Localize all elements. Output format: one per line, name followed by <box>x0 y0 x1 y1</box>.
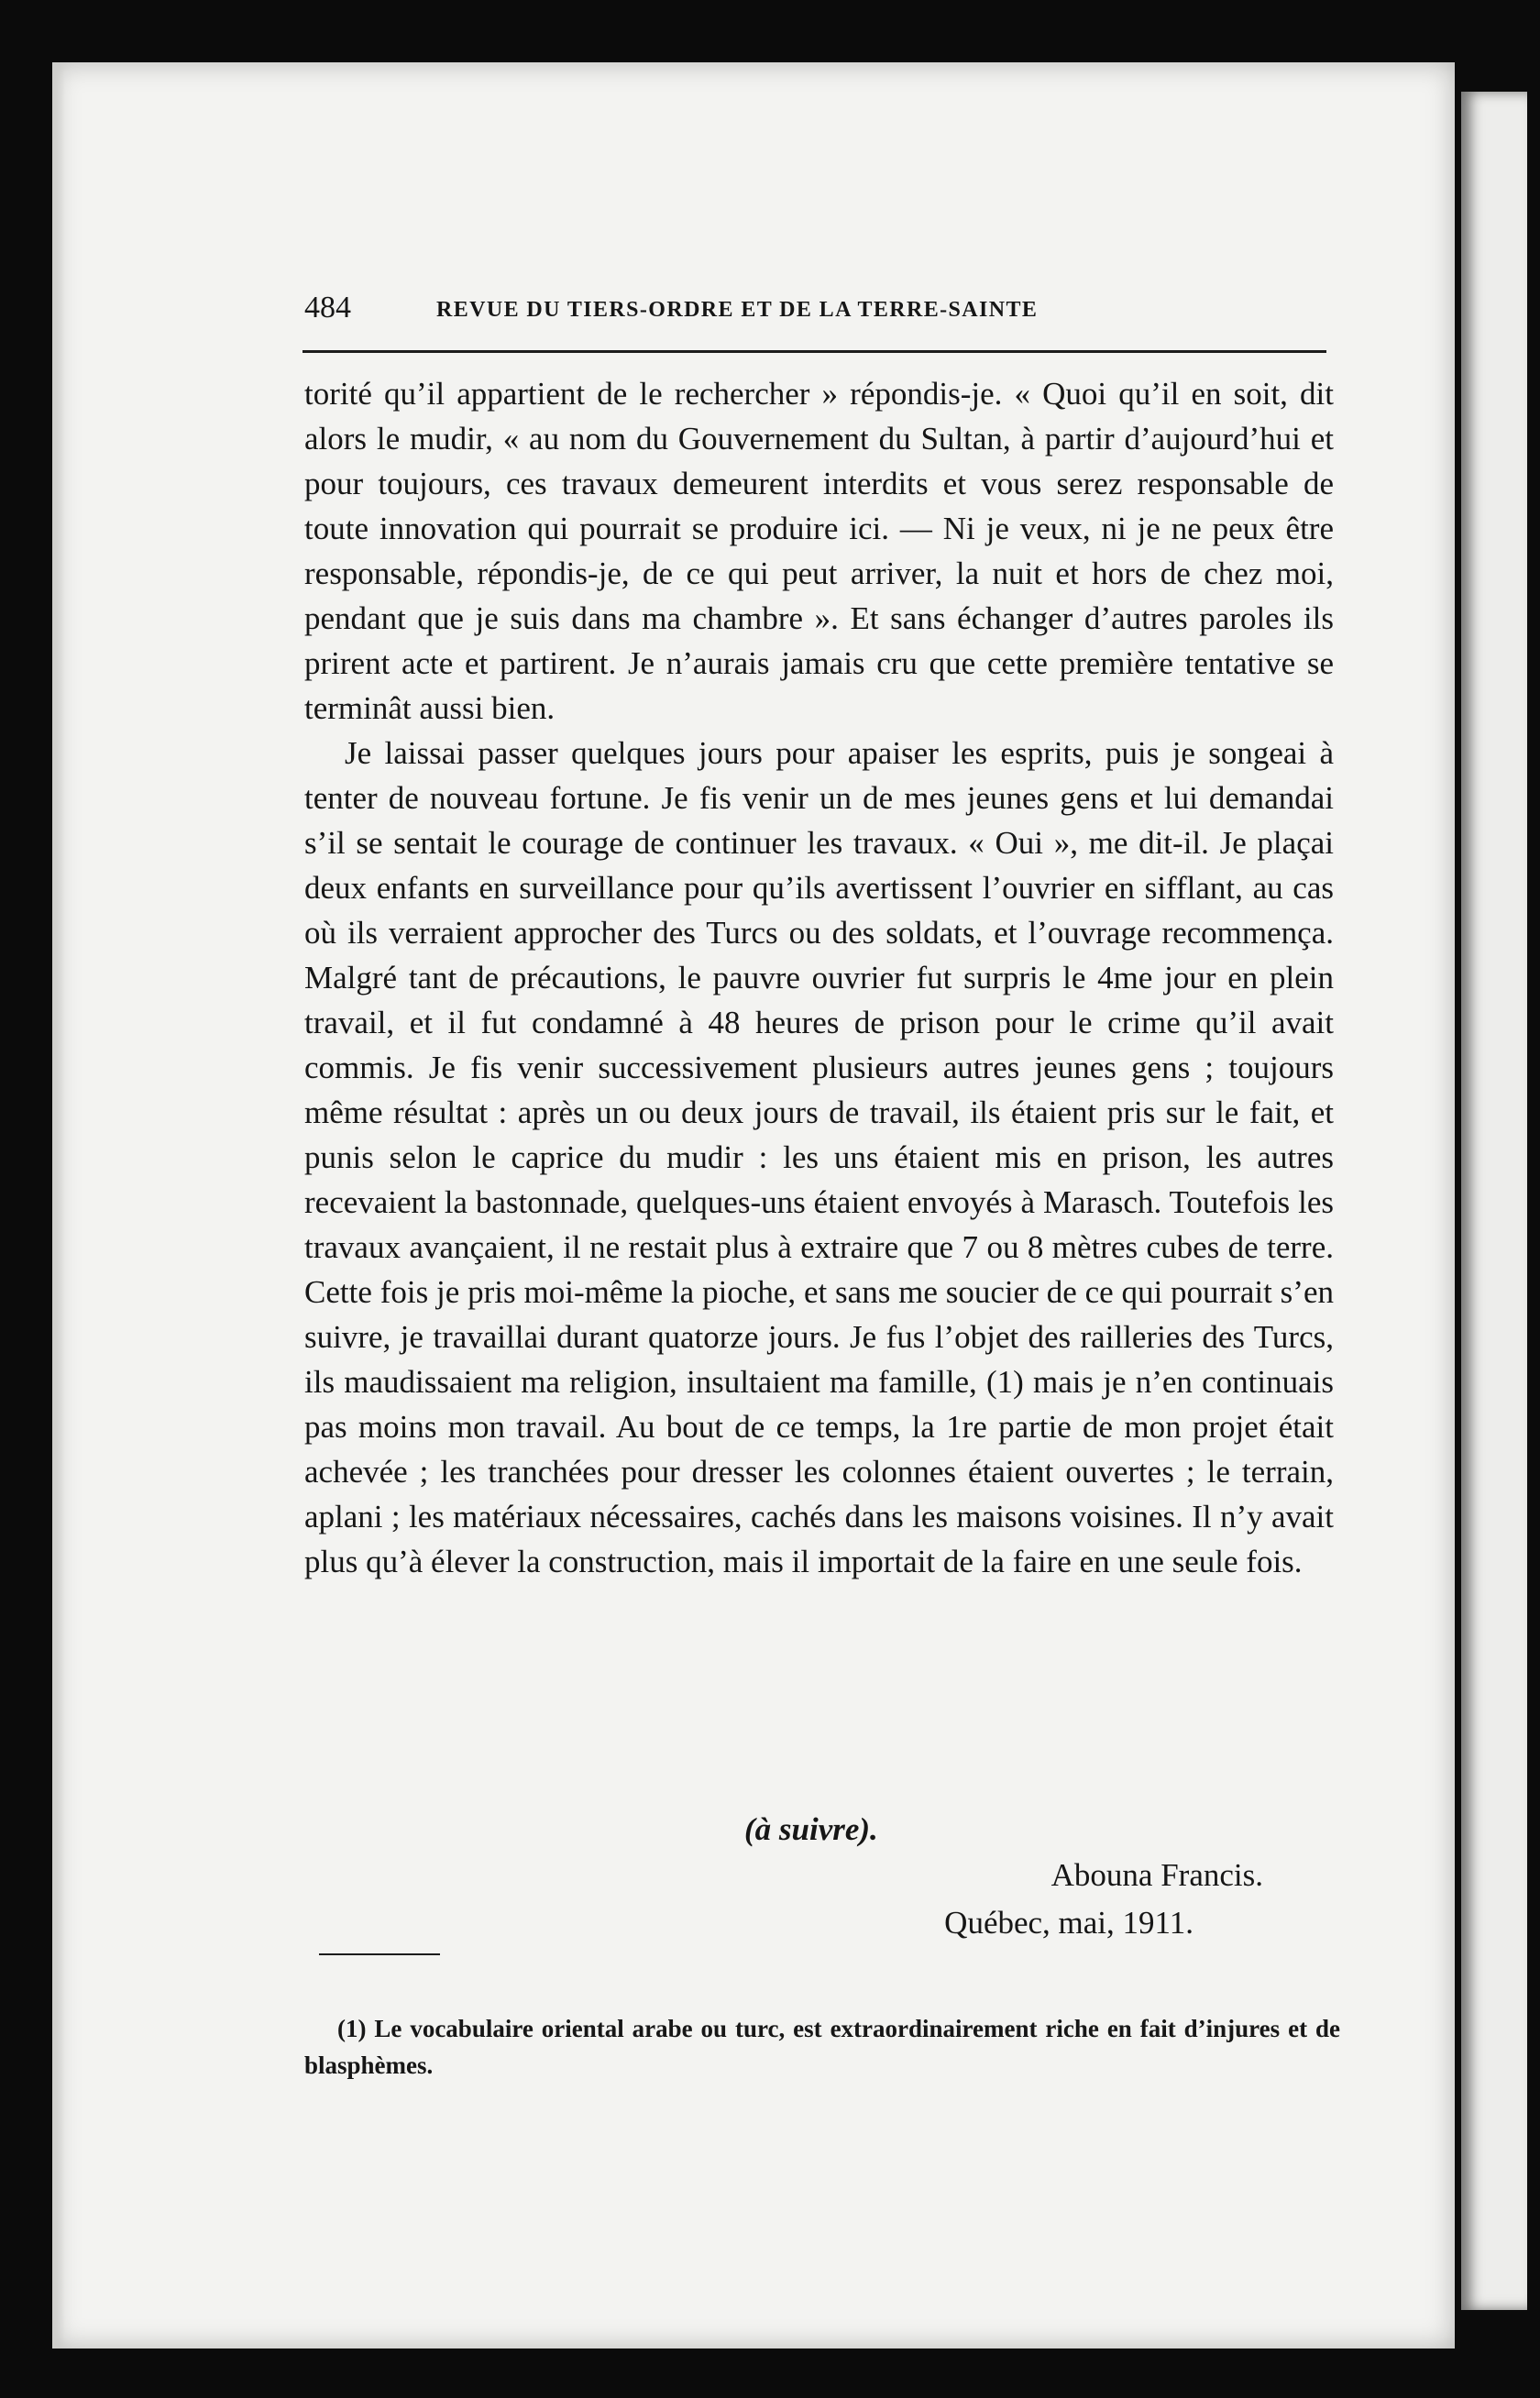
header-rule <box>302 350 1326 353</box>
continuation-note: (à suivre). <box>744 1811 878 1847</box>
footnote-rule <box>319 1953 440 1955</box>
signature-name: Abouna Francis. <box>1050 1857 1263 1893</box>
running-head <box>304 290 1326 336</box>
paragraph-1: torité qu’il appartient de le rechercher » répondis-je. « Quoi qu’il en soit, dit alors le mudir, « au nom du Gouvernement du Sultan, à partir d’aujourd’hui et pour toujours, ces travaux demeurent interdits et vous serez responsable de toute innovation qui pourrait se produire ici. — Ni je veux, ni je ne peux être responsable, répondis-je, de ce qui peut arriver, la nuit et hors de chez moi, pendant que je suis dans ma chambre ». Et sans échanger d’autres paroles ils prirent acte et partirent. Je n’aurais jamais cru que cette première tentative se terminât aussi bien. <box>304 376 1334 726</box>
page-number: 484 <box>304 291 351 324</box>
footnote: (1) Le vocabulaire oriental arabe ou turc, est extraordinairement riche en fait d’injures et de blasphèmes. <box>304 2015 1340 2079</box>
signature-place-date: Québec, mai, 1911. <box>944 1905 1194 1941</box>
adjacent-page-edge <box>1461 92 1527 2310</box>
body-text <box>304 371 1334 1584</box>
paragraph-2: Je laissai passer quelques jours pour apaiser les esprits, puis je songeai à tenter de nouveau fortune. Je fis venir un de mes jeunes gens et lui demandai s’il se sentait le courage de continuer les travaux. « Oui », me dit-il. Je plaçai deux enfants en surveillance pour qu’ils avertissent l’ouvrier en sifflant, au cas où ils verraient approcher des Turcs ou des soldats, et l’ouvrage recommença. Malgré tant de précautions, le pauvre ouvrier fut surpris le 4me jour en plein travail, et il fut condamné à 48 heures de prison pour le crime qu’il avait commis. Je fis venir successivement plusieurs autres jeunes gens ; toujours même résultat : après un ou deux jours de travail, ils étaient pris sur le fait, et punis selon le caprice du mudir : les uns étaient mis en prison, les autres recevaient la bastonnade, quelques-uns étaient envoyés à Marasch. Toutefois les travaux avançaient, il ne restait plus à extraire que 7 ou 8 mètres cubes de terre. Cette fois je pris moi-même la pioche, et sans me soucier de ce qui pourrait s’en suivre, je travaillai durant quatorze jours. Je fus l’objet des railleries des Turcs, ils maudissaient ma religion, insultaient ma famille, (1) mais je n’en continuais pas moins mon travail. Au bout de ce temps, la 1re partie de mon projet était achevée ; les tranchées pour dresser les colonnes étaient ouvertes ; le terrain, aplani ; les matériaux nécessaires, cachés dans les maisons voisines. Il n’y avait plus qu’à élever la construction, mais il importait de la faire en une seule fois. <box>304 735 1334 1579</box>
running-title: REVUE DU TIERS-ORDRE ET DE LA TERRE-SAINTE <box>436 298 1039 322</box>
